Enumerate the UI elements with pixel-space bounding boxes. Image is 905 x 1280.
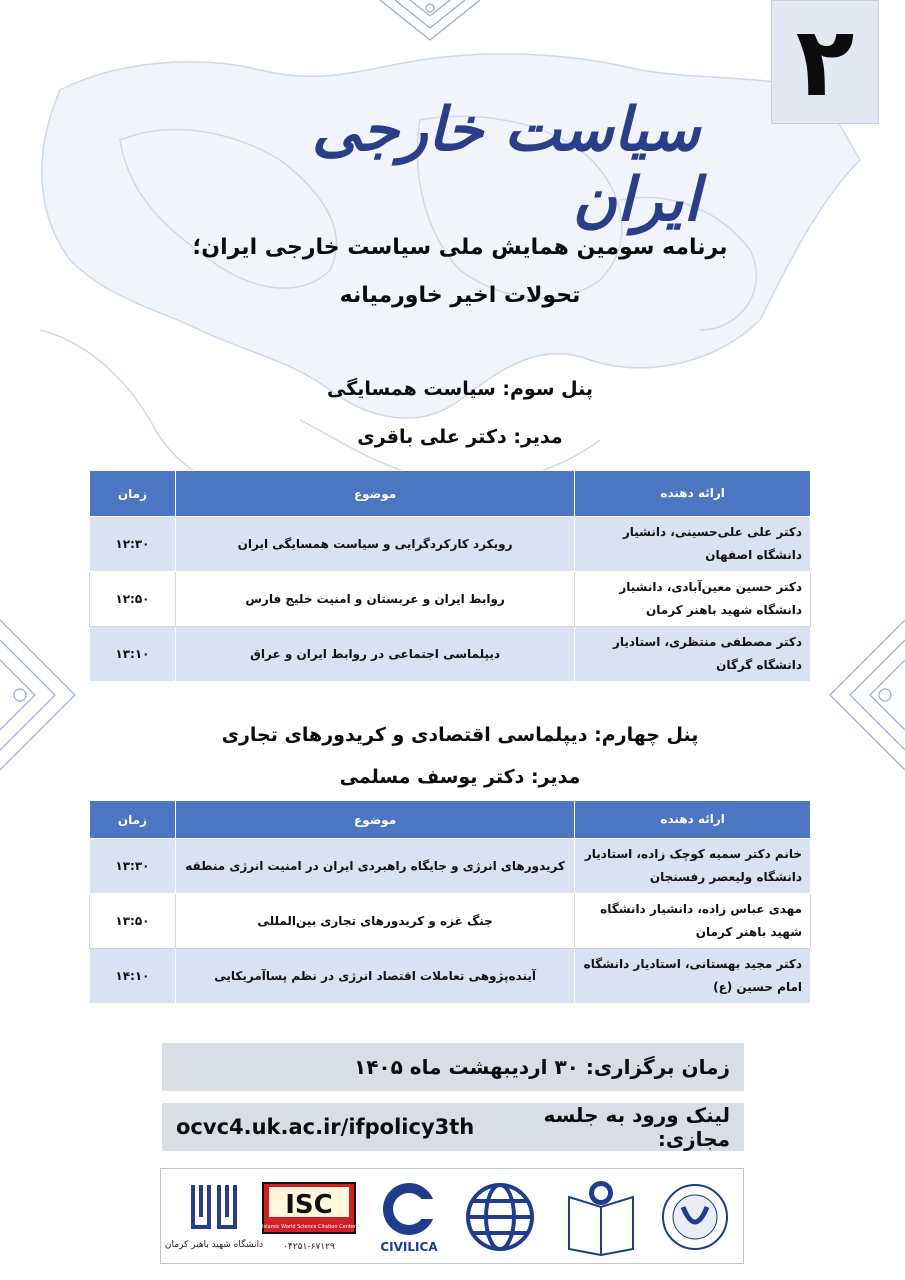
civilica-text: CIVILICA xyxy=(380,1240,438,1254)
presenter-cell xyxy=(575,949,811,1004)
panel-4-title: پنل چهارم: دیپلماسی اقتصادی و کریدورهای تجاری xyxy=(221,724,699,746)
civilica-logo xyxy=(371,1177,447,1257)
time-cell: ۱۳:۵۰ xyxy=(90,894,176,949)
isc-logo xyxy=(261,1177,357,1257)
presenter-name: دکتر علی علی‌حسینی، دانشیار xyxy=(622,525,802,539)
association-seal-logo xyxy=(659,1177,731,1257)
isc-text: ISC xyxy=(285,1190,333,1220)
table-row xyxy=(90,949,811,1004)
panel-3-moderator: مدیر: دکتر علی باقری xyxy=(357,426,563,448)
time-cell: ۱۳:۳۰ xyxy=(90,839,176,894)
topic-cell: دیپلماسی اجتماعی در روابط ایران و عراق xyxy=(175,627,574,682)
university-logo xyxy=(164,1177,264,1257)
event-date-bar xyxy=(162,1043,744,1091)
column-header-presenter: ارائه دهنده xyxy=(575,471,811,517)
topic-cell: روابط ایران و عربستان و امنیت خلیج فارس xyxy=(175,572,574,627)
presenter-affiliation: دانشگاه ولیعصر رفسنجان xyxy=(649,870,802,884)
main-title: سیاست خارجی ایران xyxy=(311,95,700,235)
time-cell: ۱۴:۱۰ xyxy=(90,949,176,1004)
table-header-row xyxy=(90,471,811,517)
time-cell: ۱۲:۳۰ xyxy=(90,517,176,572)
table-row xyxy=(90,517,811,572)
panel-3-table xyxy=(89,470,811,682)
presenter-affiliation: شهید باهنر کرمان xyxy=(695,925,802,939)
issue-number: ۲ xyxy=(795,6,855,118)
meeting-link[interactable]: ocvc4.uk.ac.ir/ifpolicy3th xyxy=(176,1115,475,1139)
meeting-link-bar xyxy=(162,1103,744,1151)
table-row xyxy=(90,572,811,627)
time-cell: ۱۳:۱۰ xyxy=(90,627,176,682)
table-header-row xyxy=(90,801,811,839)
right-ornament xyxy=(825,620,905,770)
presenter-name: دکتر مجید بهستانی، استادیار دانشگاه xyxy=(583,957,802,971)
topic-cell: کریدورهای انرژی و جایگاه راهبردی ایران در امنیت انرژی منطقه xyxy=(175,839,574,894)
presenter-name: دکتر مصطفی منتظری، استادیار xyxy=(612,635,802,649)
isc-caption: Islamic World Science Citation Center xyxy=(262,1224,356,1230)
event-date: زمان برگزاری: ۳۰ اردیبهشت ماه ۱۴۰۵ xyxy=(354,1055,730,1079)
presenter-affiliation: امام حسین (ع) xyxy=(713,980,802,994)
issue-number-box xyxy=(771,0,879,124)
topic-cell: رویکرد کارکردگرایی و سیاست همسایگی ایران xyxy=(175,517,574,572)
presenter-cell xyxy=(575,517,811,572)
left-ornament xyxy=(0,620,80,770)
top-ornament xyxy=(370,0,490,42)
presenter-cell xyxy=(575,572,811,627)
presenter-cell xyxy=(575,839,811,894)
university-caption: دانشگاه شهید باهنر کرمان xyxy=(164,1240,264,1250)
presenter-name: دکتر حسین معین‌آبادی، دانشیار xyxy=(619,580,802,594)
subtitle-line-1: برنامه سومین همایش ملی سیاست خارجی ایران؛ xyxy=(192,235,728,260)
panel-4-moderator: مدیر: دکتر یوسف مسلمی xyxy=(339,766,581,788)
time-cell: ۱۲:۵۰ xyxy=(90,572,176,627)
presenter-name: خانم دکتر سمیه کوچک زاده، استادیار xyxy=(584,847,802,861)
panel-4-table xyxy=(89,800,811,1004)
table-row xyxy=(90,839,811,894)
subtitle-line-2: تحولات اخیر خاورمیانه xyxy=(339,283,581,308)
presenter-name: مهدی عباس زاده، دانشیار دانشگاه xyxy=(600,902,802,916)
presenter-affiliation: دانشگاه اصفهان xyxy=(705,548,802,562)
presenter-cell xyxy=(575,627,811,682)
presenter-affiliation: دانشگاه شهید باهنر کرمان xyxy=(646,603,802,617)
column-header-time: زمان xyxy=(90,471,176,517)
column-header-presenter: ارائه دهنده xyxy=(575,801,811,839)
table-row xyxy=(90,627,811,682)
panel-3-title: پنل سوم: سیاست همسایگی xyxy=(327,378,593,400)
topic-cell: آینده‌پژوهی تعاملات اقتصاد انرژی در نظم پساآمریکایی xyxy=(175,949,574,1004)
presenter-cell xyxy=(575,894,811,949)
column-header-topic: موضوع xyxy=(175,471,574,517)
isc-phone: ۰۴۲۵۱-۶۷۱۲۹ xyxy=(283,1242,335,1252)
association-book-logo xyxy=(561,1177,641,1257)
presenter-affiliation: دانشگاه گرگان xyxy=(716,658,802,672)
column-header-topic: موضوع xyxy=(175,801,574,839)
meeting-link-label: لینک ورود به جلسه مجازی: xyxy=(543,1103,730,1151)
table-row xyxy=(90,894,811,949)
sponsor-logos xyxy=(160,1168,744,1264)
globe-logo xyxy=(461,1177,539,1257)
topic-cell: جنگ غزه و کریدورهای تجاری بین‌المللی xyxy=(175,894,574,949)
column-header-time: زمان xyxy=(90,801,176,839)
